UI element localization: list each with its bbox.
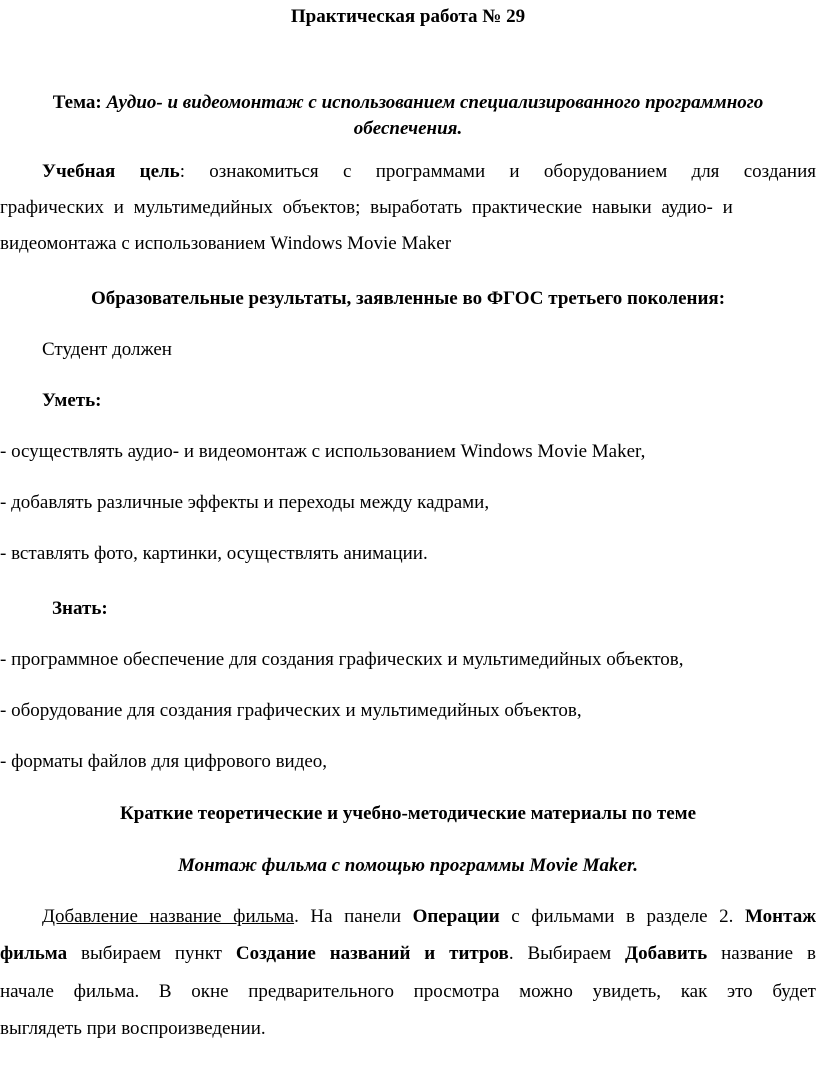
student-must: Студент должен bbox=[42, 339, 172, 360]
knowledge-heading: Знать: bbox=[52, 598, 108, 619]
knowledge-item: - оборудование для создания графических и мультимедийных объектов, bbox=[0, 700, 582, 721]
skill-item: - вставлять фото, картинки, осуществлять анимации. bbox=[0, 543, 428, 564]
paragraph-line-3: начале фильма. В окне предварительного просмотра можно увидеть, как это будет bbox=[0, 981, 816, 1002]
skill-item: - добавлять различные эффекты и переходы между кадрами, bbox=[0, 492, 490, 513]
goal-label: Учебная цель bbox=[42, 161, 180, 182]
paragraph-line-2: фильма выбираем пункт Создание названий и титров. Выбираем Добавить название в bbox=[0, 943, 816, 964]
theme-label: Тема: bbox=[52, 92, 102, 113]
paragraph-underlined-term: Добавление название фильма bbox=[42, 906, 295, 927]
theme-text: Аудио- и видеомонтаж с использованием специализированного программного bbox=[106, 92, 764, 113]
knowledge-item: - программное обеспечение для создания графических и мультимедийных объектов, bbox=[0, 649, 684, 670]
results-heading: Образовательные результаты, заявленные во ФГОС третьего поколения: bbox=[90, 288, 726, 309]
paragraph-line-1: Добавление название фильма. На панели Операции с фильмами в разделе 2. Монтаж bbox=[42, 906, 816, 927]
knowledge-item: - форматы файлов для цифрового видео, bbox=[0, 751, 328, 772]
paragraph-line-4: выглядеть при воспроизведении. bbox=[0, 1018, 266, 1039]
document-title: Практическая работа № 29 bbox=[290, 6, 526, 27]
skills-heading: Уметь: bbox=[42, 390, 102, 411]
skill-item: - осуществлять аудио- и видеомонтаж с использованием Windows Movie Maker, bbox=[0, 441, 646, 462]
goal-text-1: : ознакомиться с программами и оборудованием для создания bbox=[179, 161, 816, 182]
goal-line-3: видеомонтажа с использованием Windows Movie Maker bbox=[0, 233, 452, 254]
goal-line-2: графических и мультимедийных объектов; выработать практические навыки аудио- и bbox=[0, 197, 733, 218]
goal-line-1 bbox=[42, 160, 816, 184]
section-subheading: Монтаж фильма с помощью программы Movie Maker. bbox=[177, 855, 639, 876]
materials-heading: Краткие теоретические и учебно-методические материалы по теме bbox=[119, 803, 697, 824]
theme-line-1 bbox=[0, 91, 816, 115]
theme-line-2: обеспечения. bbox=[353, 118, 463, 139]
